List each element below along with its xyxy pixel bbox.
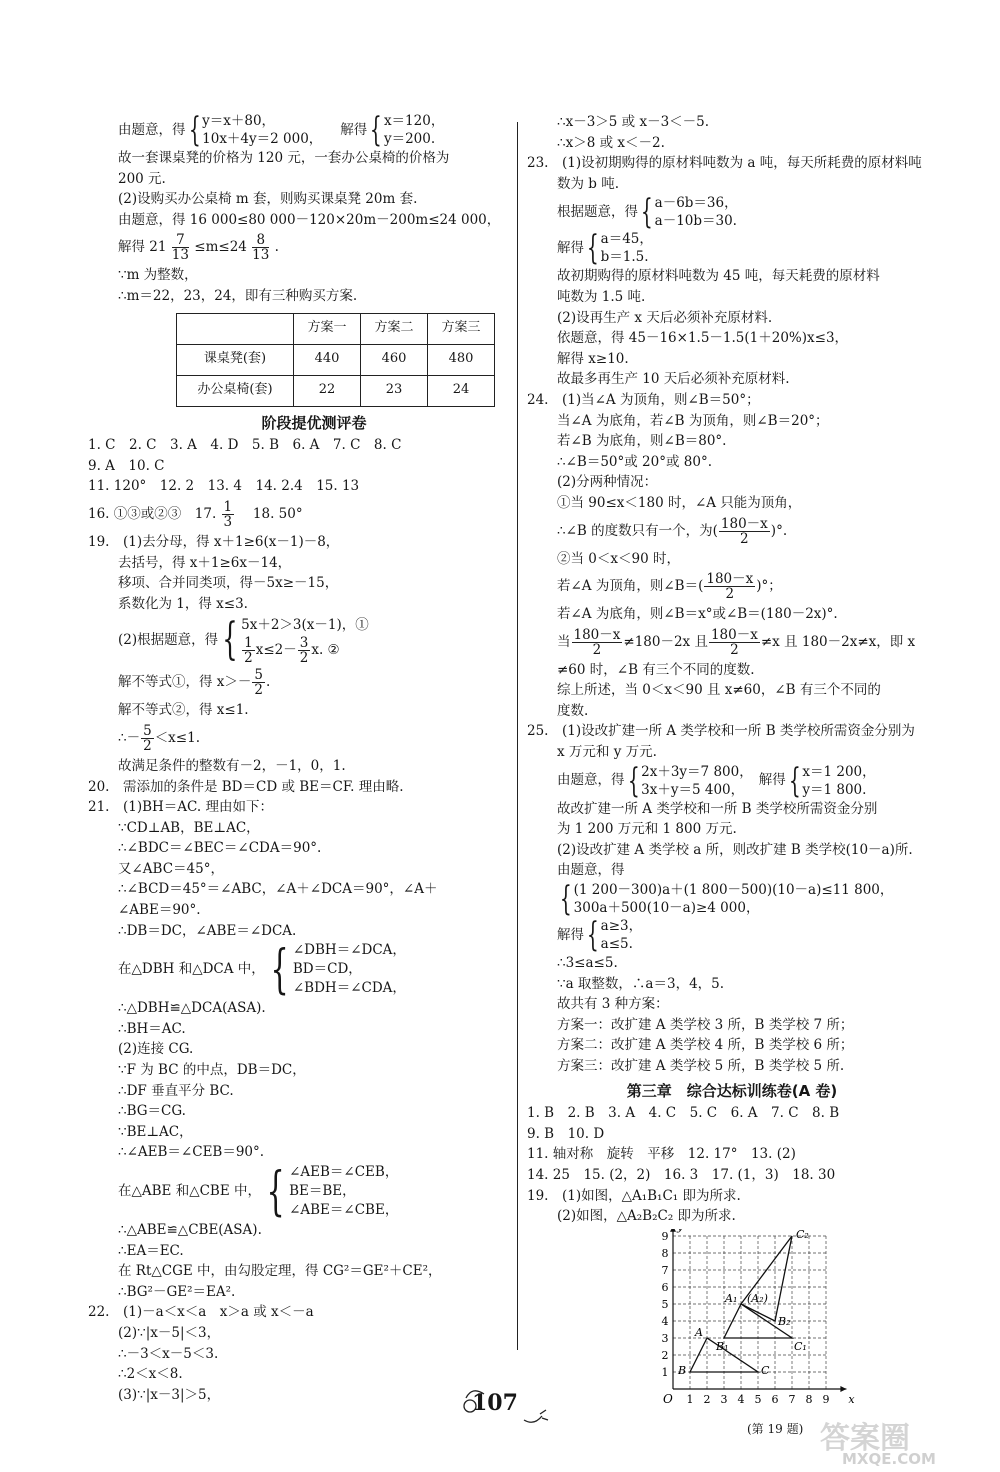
text-line: (2)设购买办公桌椅 m 套，则购买课桌凳 20m 套. [118, 191, 418, 208]
text-line: 依题意，得 45－16×1.5－1.5(1＋20%)x≤3， [557, 330, 849, 347]
point-label: B₂ [778, 1314, 791, 1328]
equation: ∠DBH＝∠DCA， [292, 942, 406, 959]
fraction: $\frac{3}{2}$ [299, 635, 309, 667]
point-label: C [761, 1363, 770, 1377]
text-line: ∴2＜x＜8. [118, 1366, 183, 1383]
text-line: 去括号，得 x＋1≥6x－14， [118, 554, 292, 571]
fraction: $\frac{5}{2}$ [143, 722, 152, 754]
text-line: ∴△ABE≌△CBE(ASA). [118, 1222, 262, 1238]
text-line: ∴∠AEB＝∠CEB＝90°. [118, 1144, 265, 1161]
plan-table [176, 313, 495, 407]
text-line: x 万元和 y 万元. [557, 744, 657, 761]
equation: $\frac{1}{2}$ x≤2－ $\frac{3}{2}$ x. ② [244, 635, 340, 667]
table-cell: 23 [361, 375, 428, 406]
point-label: C₁ [794, 1339, 807, 1353]
text-line: ∵BE⊥AC， [118, 1123, 193, 1140]
text-line: 为 1 200 万元和 1 800 万元. [557, 821, 737, 838]
text-line: 数为 b 吨. [557, 175, 620, 192]
text-line: ≠60 时，∠B 有三个不同的度数. [557, 661, 755, 678]
text-line: ∠ABE＝90°. [118, 902, 201, 919]
brace: { [266, 1161, 285, 1222]
text: 由题意，得 [118, 121, 186, 138]
table-cell: 24 [428, 375, 495, 406]
text-line: (3)∵|x－3|＞5， [118, 1386, 221, 1403]
brace: { [222, 613, 238, 665]
svg-text:MXQE.COM: MXQE.COM [842, 1450, 936, 1466]
text-line [118, 233, 510, 262]
point-label: A₁ [725, 1291, 738, 1305]
equation: ∠AEB＝∠CEB， [289, 1164, 399, 1180]
text-line: 19. (1)去分母，得 x＋1≥6(x－1)－8， [88, 533, 340, 550]
text-line: ∴x－3＞5 或 x－3＜－5. [557, 114, 710, 130]
text-line: 故初期购得的原材料吨数为 45 吨，每天耗费的原材料 [557, 268, 880, 285]
text-line: 故改扩建一所 A 类学校和一所 B 类学校所需资金分别 [557, 800, 878, 817]
fraction: $\frac{8}{13}$ [252, 232, 270, 264]
fraction: $\frac{5}{2}$ [254, 667, 263, 699]
brace: { [640, 192, 653, 233]
text-line: 方案一：改扩建 A 类学校 3 所，B 类学校 7 所； [557, 1016, 854, 1033]
table-cell: 480 [428, 344, 495, 375]
table-cell: 22 [294, 375, 361, 406]
table-header-cell: 方案一 [294, 313, 361, 344]
text-line: 又∠ABC＝45°， [118, 860, 224, 877]
text-line: ∵CD⊥AB，BE⊥AC， [118, 819, 260, 836]
equation: y＝200. [383, 131, 436, 147]
fraction: $\frac{180-x}{2}$ [706, 571, 754, 603]
table-header-cell: 方案二 [361, 313, 428, 344]
table-row [177, 375, 495, 406]
y-axis-arrow-icon [670, 1229, 676, 1232]
text: . [274, 239, 279, 256]
brace: { [370, 110, 383, 150]
table-header-row [177, 313, 495, 344]
text-line: ∴DF 垂直平分 BC. [118, 1082, 234, 1099]
answer-line [88, 500, 510, 529]
text-line: 移项、合并同类项，得－5x≥－15， [118, 575, 339, 592]
text-line: 解不等式②，得 x≤1. [118, 702, 249, 719]
text-line: 25. (1)设改扩建一所 A 类学校和一所 B 类学校所需资金分别为 [527, 723, 915, 740]
point-label: C₂ [796, 1228, 809, 1241]
x-tick-label: 3 [720, 1392, 728, 1406]
brace: { [586, 915, 599, 956]
table-header-cell: 方案三 [428, 313, 495, 344]
system-equation [118, 614, 510, 665]
x-axis-label: x [848, 1392, 855, 1406]
text-line: 在 Rt△CGE 中，由勾股定理，得 CG²＝GE²＋CE²， [118, 1263, 442, 1280]
text-line: ∴3≤a≤5. [557, 955, 618, 972]
point-label: A [695, 1325, 703, 1339]
text-line: (2)设改扩建 A 类学校 a 所，则改扩建 B 类学校(10－a)所. [557, 841, 913, 858]
text-line: 方案三：改扩建 A 类学校 5 所，B 类学校 5 所. [557, 1058, 845, 1074]
point-label: B₁ [716, 1339, 729, 1353]
x-tick-label: 7 [788, 1392, 796, 1406]
figure-caption: (第 19 题) [747, 1422, 804, 1437]
x-tick-label: 1 [686, 1392, 694, 1406]
system-equation [118, 941, 510, 998]
y-tick-label: 6 [661, 1280, 669, 1294]
answer-line: 1. C 2. C 3. A 4. D 5. B 6. A 7. C 8. C [88, 437, 402, 454]
equation: BE＝BE， [289, 1183, 356, 1199]
answer-line: 14. 25 15. (2，2) 16. 3 17. (1，3) 18. 30 [527, 1166, 836, 1183]
point-label: B [678, 1363, 687, 1377]
text: (2)根据题意，得 [118, 631, 219, 648]
y-axis-label [676, 1229, 684, 1233]
y-tick-label: 2 [661, 1348, 669, 1362]
text: 解得 21 [118, 239, 167, 256]
table-cell: 440 [294, 344, 361, 375]
brace: { [627, 760, 640, 801]
x-tick-label: 2 [703, 1392, 711, 1406]
text-line: 解不等式①，得 x＞－ $\frac{5}{2}$ . [118, 667, 271, 699]
text-line: ②当 0＜x＜90 时， [557, 550, 680, 567]
answer-line: 11. 轴对称 旋转 平移 12. 17° 13. (2) [527, 1146, 796, 1163]
fraction: $\frac{180-x}{2}$ [573, 626, 621, 658]
equation: ∠ABE＝∠CBE， [289, 1202, 399, 1218]
section-heading: 阶段提优测评卷 [261, 413, 367, 432]
text-line: ∴－3＜x－5＜3. [118, 1345, 219, 1362]
equation: 10x＋4y＝2 000， [202, 131, 323, 147]
text-line: ∵m 为整数， [118, 267, 198, 284]
y-tick-label: 5 [661, 1297, 669, 1311]
text: 在△DBH 和△DCA 中， [118, 961, 265, 978]
y-tick-label: 8 [661, 1246, 669, 1260]
text-line: 20. 需添加的条件是 BD＝CD 或 BE＝CF. 理由略. [88, 778, 404, 795]
table-row-label: 课桌凳(套) [177, 344, 294, 375]
text-line: 若∠B 为底角，则∠B＝80°. [557, 433, 727, 450]
text-line: (2)连接 CG. [118, 1041, 194, 1058]
text-line: 故最多再生产 10 天后必须补充原材料. [557, 371, 790, 388]
equation: y＝x＋80， [202, 113, 276, 129]
text: 在△ABE 和△CBE 中， [118, 1183, 261, 1200]
text-line: ∴m＝22，23，24，即有三种购买方案. [118, 287, 358, 304]
text-line: ∴∠B＝50°或 20°或 80°. [557, 453, 712, 470]
system-equation [118, 1163, 510, 1220]
text-line: 由题意，得 16 000≤80 000－120×20m－200m≤24 000， [118, 211, 501, 228]
system-equation: { (1 200－300)a＋(1 800－500)(10－a)≤11 800， 300a＋500(10－a)≥4 000， [559, 879, 894, 920]
y-tick-label: 1 [661, 1365, 669, 1379]
text-line: ∴△DBH≌△DCA(ASA). [118, 1000, 266, 1017]
text-line: 若∠A 为顶角，则∠B＝( $\frac{180-x}{2}$ )°； [557, 571, 782, 603]
origin-label: O [663, 1391, 673, 1406]
system-equation: 由题意，得 { 2x＋3y＝7 800， 3x＋y＝5 400， 解得 { x＝1 200， y＝1 800. [557, 760, 876, 801]
text-line: 若∠A 为底角，则∠B＝x°或∠B＝(180－2x)°. [557, 606, 838, 623]
watermark-logo [814, 1416, 994, 1466]
page-number: 107 [472, 1390, 518, 1416]
text-line: 22. (1)－a＜x＜a x＞a 或 x＜－a [88, 1304, 314, 1321]
brace: { [559, 879, 572, 920]
text-line: ∴BG²－GE²＝EA². [118, 1283, 236, 1300]
text-line: ①当 90≤x＜180 时，∠A 只能为顶角， [557, 494, 802, 511]
text: 18. 50° [239, 505, 303, 522]
answer-line: 11. 120° 12. 2 13. 4 14. 2.4 15. 13 [88, 478, 360, 495]
system-equation: 解得 { a＝45， b＝1.5. [557, 228, 653, 269]
x-tick-label: 6 [771, 1392, 779, 1406]
text-line: 吨数为 1.5 吨. [557, 288, 646, 305]
text: ≤m≤24 [194, 239, 247, 256]
fraction: $\frac{1}{3}$ [223, 498, 233, 530]
text-line: 23. (1)设初期购得的原材料吨数为 a 吨，每天所耗费的原材料吨 [527, 155, 922, 172]
brace: { [586, 228, 599, 269]
left-column [88, 110, 510, 1405]
text-line: ∴BG＝CG. [118, 1103, 186, 1120]
system-equation [118, 112, 510, 148]
fraction: $\frac{1}{2}$ [244, 635, 253, 667]
system-equation: 解得 { a≥3， a≤5. [557, 915, 643, 956]
answer-line: 9. A 10. C [88, 457, 165, 474]
y-tick-label: 4 [661, 1314, 669, 1328]
text-line: 当∠A 为底角，若∠B 为顶角，则∠B＝20°； [557, 412, 829, 429]
text: 16. ①③或②③ 17. [88, 505, 217, 522]
text-line: 度数. [557, 702, 589, 719]
text-line: ∴DB＝DC，∠ABE＝∠DCA. [118, 922, 297, 939]
table-row [177, 344, 495, 375]
equation: 5x＋2＞3(x－1)，① [241, 617, 369, 634]
text-line: 24. (1)当∠A 为顶角，则∠B＝50°； [527, 391, 760, 408]
text-line: 故满足条件的整数有－2，－1，0，1. [118, 757, 346, 774]
text-line: (2)设再生产 x 天后必须补充原材料. [557, 309, 773, 326]
text-line: ∵a 取整数，∴a＝3，4，5. [557, 975, 725, 992]
text-line: ∴BH＝AC. [118, 1020, 186, 1037]
text-line: (2)∵|x－5|＜3， [118, 1324, 221, 1341]
fraction: $\frac{180-x}{2}$ [720, 515, 768, 547]
text-line: ∴x＞8 或 x＜－2. [557, 134, 665, 151]
answer-line: 9. B 10. D [527, 1125, 605, 1142]
text-line: ∵F 为 BC 的中点，DB＝DC， [118, 1062, 306, 1079]
right-column [527, 112, 937, 1440]
text-line: (2)分两种情况： [557, 474, 658, 491]
equation: BD＝CD， [292, 961, 362, 978]
column-divider [517, 122, 518, 1350]
coordinate-figure [649, 1229, 937, 1420]
equation: ∠BDH＝∠CDA， [292, 980, 406, 997]
text-line: ∴EA＝EC. [118, 1242, 184, 1259]
point-label: (A₂) [747, 1291, 768, 1305]
text-line: 当 $\frac{180-x}{2}$ ≠180－2x 且 $\frac{180-x}{2}$ ≠x 且 180－2x≠x，即 x [557, 626, 916, 658]
text-line: 故共有 3 种方案： [557, 996, 669, 1013]
x-tick-label: 9 [822, 1392, 830, 1406]
text: 解得 [340, 121, 368, 138]
x-tick-label: 4 [737, 1392, 745, 1406]
fraction: $\frac{7}{13}$ [171, 232, 189, 264]
y-tick-label: 9 [661, 1229, 669, 1243]
text-line: 200 元. [118, 170, 166, 187]
y-tick-label: 7 [661, 1263, 669, 1277]
x-axis-arrow-icon [840, 1386, 846, 1392]
triangle-a2b2c2 [741, 1236, 792, 1321]
text-line: ∴∠BCD＝45°＝∠ABC，∠A＋∠DCA＝90°，∠A＋ [118, 881, 438, 898]
table-row-label: 办公桌椅(套) [177, 375, 294, 406]
equation: x＝120， [383, 113, 445, 129]
table-cell: 460 [361, 344, 428, 375]
system-equation: 根据题意，得 { a－6b＝36， a－10b＝30. [557, 192, 738, 233]
x-tick-label: 5 [754, 1392, 762, 1406]
text-line: 21. (1)BH＝AC. 理由如下： [88, 799, 273, 816]
text-line: 方案二：改扩建 A 类学校 4 所，B 类学校 6 所； [557, 1037, 854, 1054]
x-tick-label: 8 [805, 1392, 813, 1406]
y-tick-label: 3 [661, 1331, 669, 1345]
brace: { [788, 760, 801, 801]
text-line: 综上所述，当 0＜x＜90 且 x≠60，∠B 有三个不同的 [557, 682, 881, 699]
answer-line: 1. B 2. B 3. A 4. C 5. C 6. A 7. C 8. B [527, 1105, 840, 1122]
section-heading: 第三章 综合达标训练卷(A 卷) [626, 1081, 838, 1100]
svg-text:答案圈: 答案圈 [820, 1421, 910, 1456]
text-line: 解得 x≥10. [557, 350, 629, 367]
text-line: 由题意，得 [557, 862, 625, 879]
text-line: 19. (1)如图，△A₁B₁C₁ 即为所求. [527, 1187, 741, 1204]
coordinate-grid [649, 1229, 859, 1413]
text-line: ∴∠BDC＝∠BEC＝∠CDA＝90°. [118, 840, 322, 857]
text-line: 故一套课桌凳的价格为 120 元，一套办公桌椅的价格为 [118, 150, 450, 166]
fraction: $\frac{180-x}{2}$ [710, 626, 758, 658]
text-line: (2)如图，△A₂B₂C₂ 即为所求. [557, 1208, 736, 1225]
brace: { [270, 939, 289, 1000]
table-corner-cell [177, 313, 294, 344]
brace: { [188, 110, 201, 150]
text-line: 系数化为 1，得 x≤3. [118, 595, 248, 612]
text-line: ∴－ $\frac{5}{2}$ ＜x≤1. [118, 722, 200, 754]
text-line: ∴∠B 的度数只有一个，为( $\frac{180-x}{2}$ )°. [557, 515, 788, 547]
